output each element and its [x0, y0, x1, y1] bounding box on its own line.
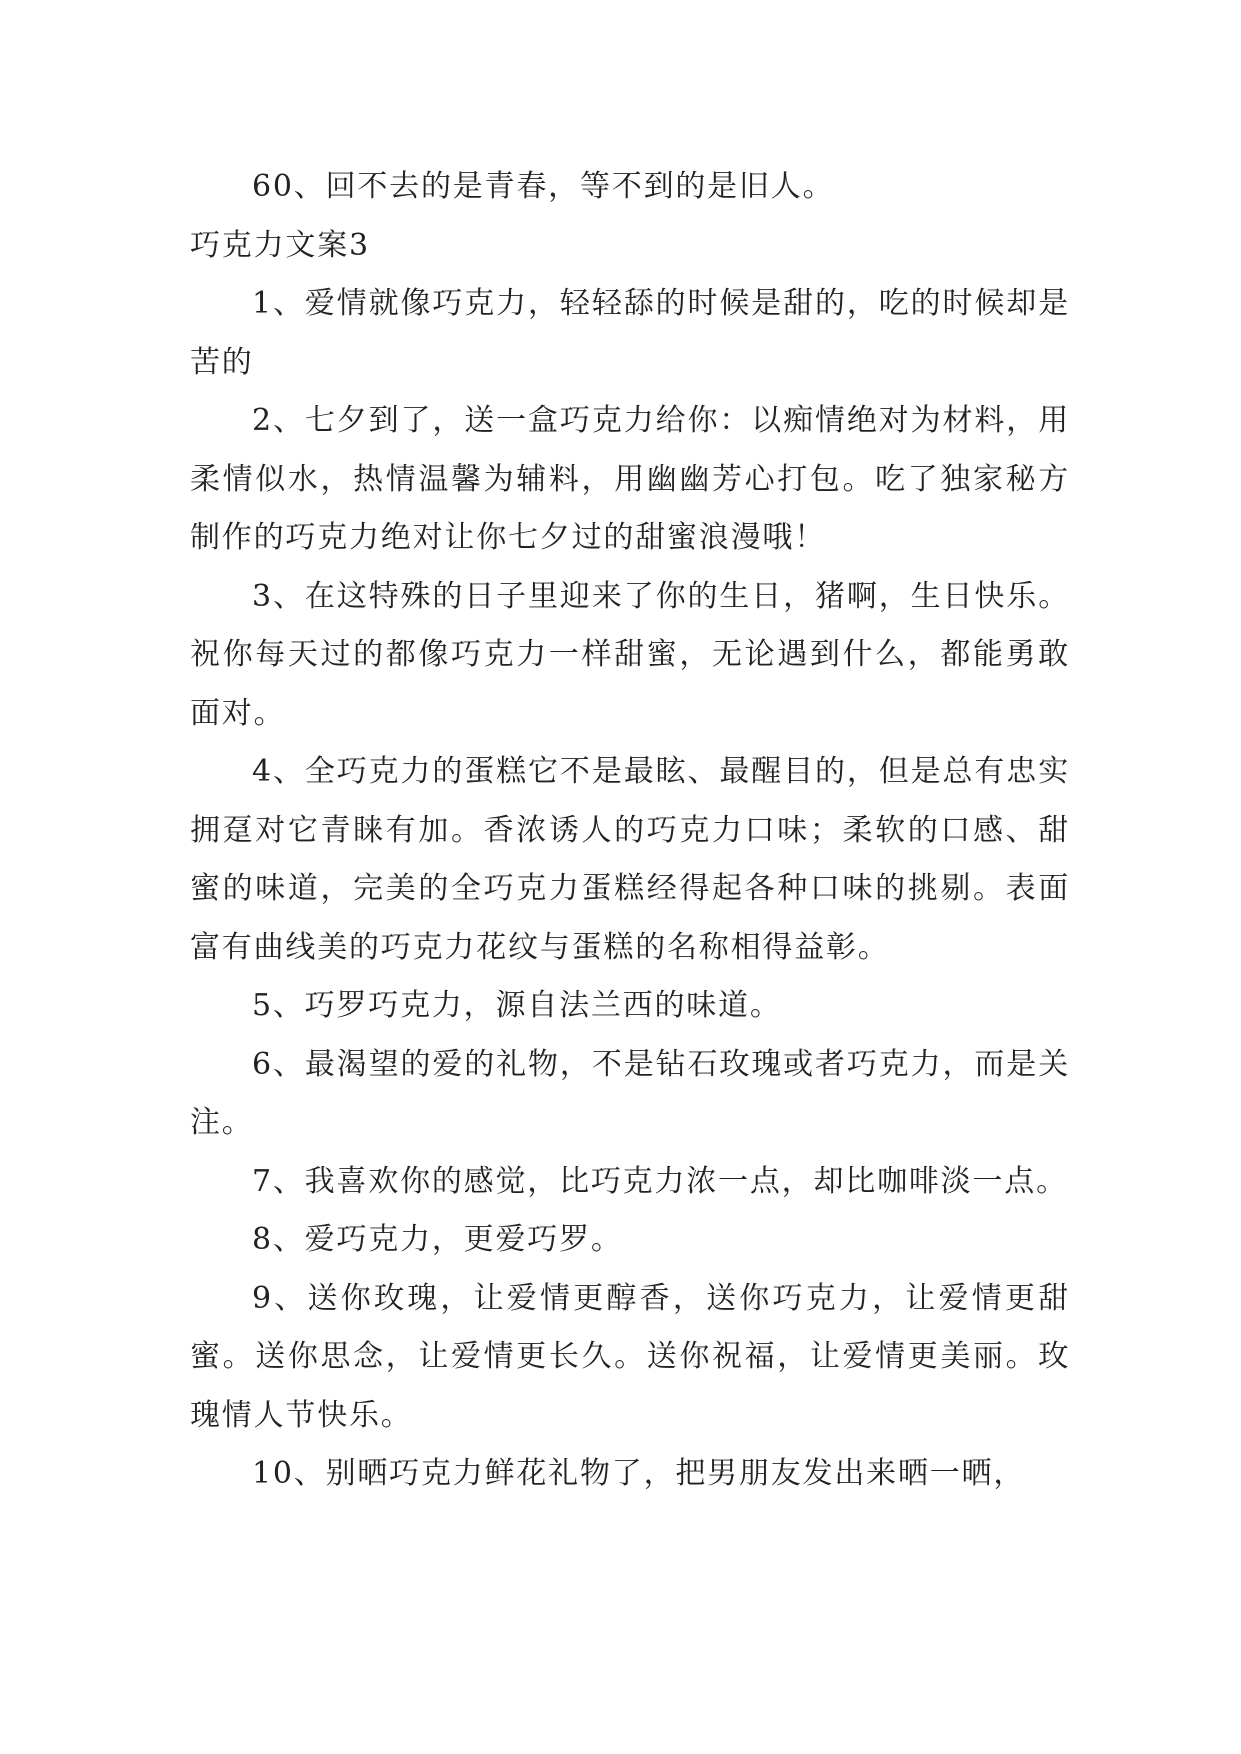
document-body	[190, 158, 1070, 1504]
paragraph-item-3: 3、在这特殊的日子里迎来了你的生日，猪啊，生日快乐。祝你每天过的都像巧克力一样甜蜜，无论遇到什么，都能勇敢面对。	[190, 578, 1070, 731]
paragraph-item-60: 60、回不去的是青春，等不到的是旧人。	[252, 169, 835, 204]
paragraph-item-1: 1、爱情就像巧克力，轻轻舔的时候是甜的，吃的时候却是苦的	[190, 286, 1070, 380]
paragraph-item-9: 9、送你玫瑰，让爱情更醇香，送你巧克力，让爱情更甜蜜。送你思念，让爱情更长久。送你祝福，让爱情更美丽。玫瑰情人节快乐。	[190, 1280, 1070, 1433]
paragraph-item-10: 10、别晒巧克力鲜花礼物了，把男朋友发出来晒一晒，	[252, 1456, 1026, 1491]
section-heading: 巧克力文案3	[190, 227, 370, 263]
paragraph-item-2: 2、七夕到了，送一盒巧克力给你：以痴情绝对为材料，用柔情似水，热情温馨为辅料，用幽幽芳心打包。吃了独家秘方制作的巧克力绝对让你七夕过的甜蜜浪漫哦！	[190, 403, 1070, 555]
paragraph-item-4: 4、全巧克力的蛋糕它不是最眩、最醒目的，但是总有忠实拥趸对它青睐有加。香浓诱人的巧克力口味；柔软的口感、甜蜜的味道，完美的全巧克力蛋糕经得起各种口味的挑剔。表面富有曲线美的巧克力花纹与蛋糕的名称相得益彰。	[190, 754, 1070, 965]
paragraph-item-7: 7、我喜欢你的感觉，比巧克力浓一点，却比咖啡淡一点。	[252, 1163, 1068, 1199]
paragraph-item-6: 6、最渴望的爱的礼物，不是钻石玫瑰或者巧克力，而是关注。	[190, 1046, 1070, 1140]
paragraph-item-8: 8、爱巧克力，更爱巧罗。	[252, 1222, 623, 1257]
paragraph-item-5: 5、巧罗巧克力，源自法兰西的味道。	[252, 988, 782, 1023]
